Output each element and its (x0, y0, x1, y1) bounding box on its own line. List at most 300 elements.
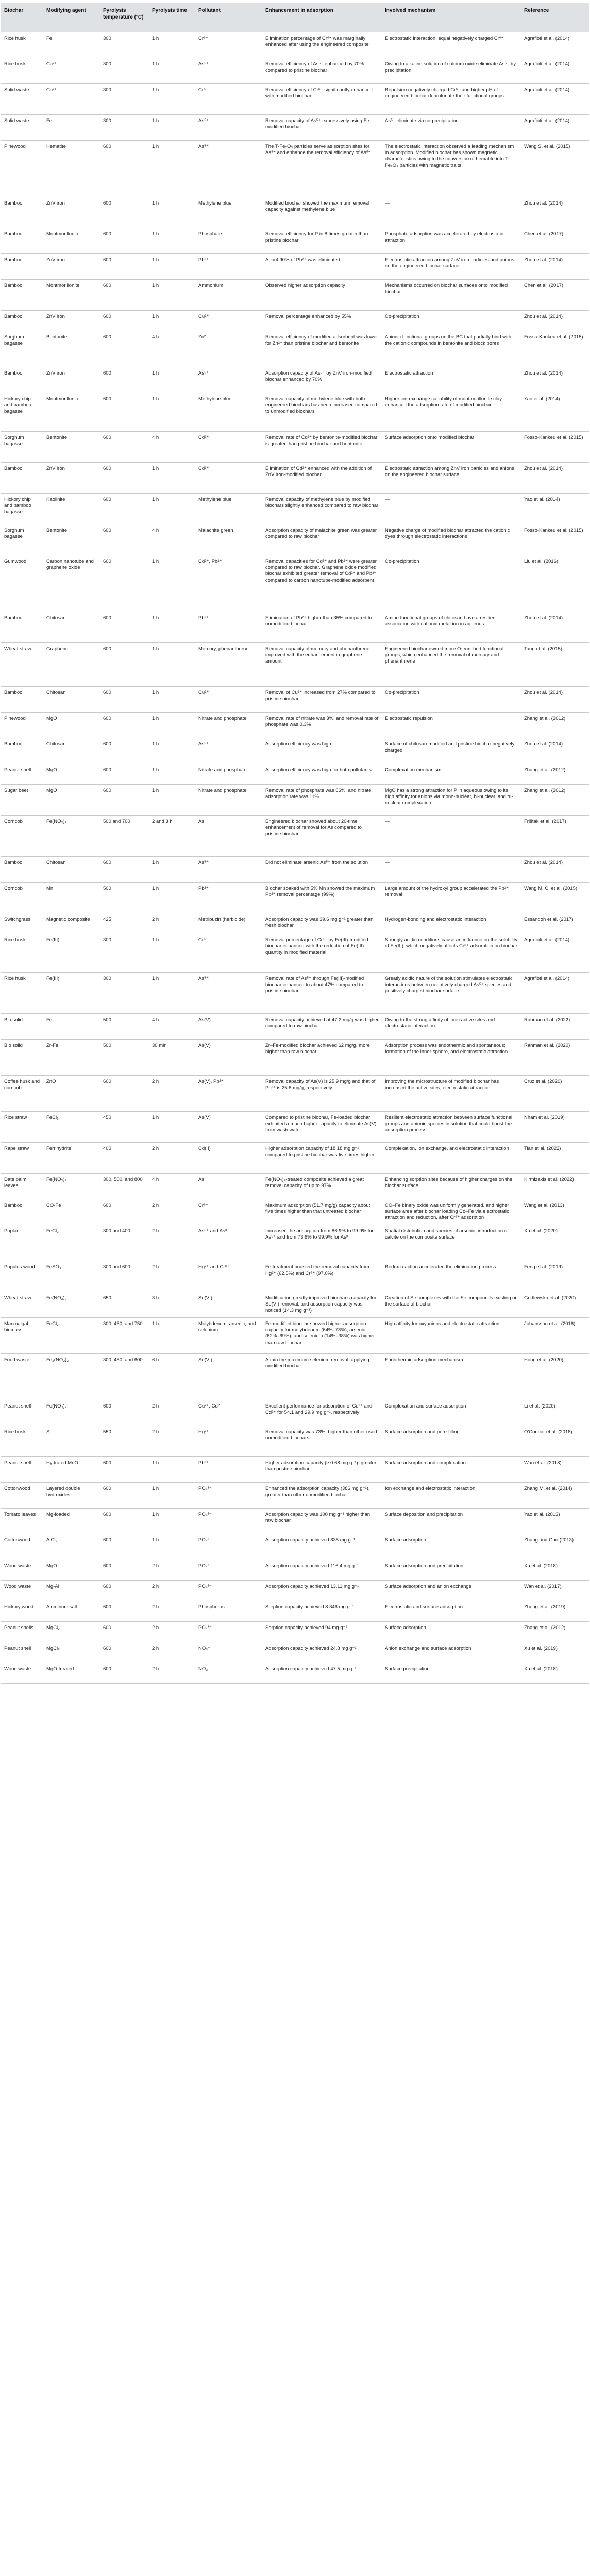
table-header (1, 3, 589, 32)
cell-modifying-agent: ZnV iron (43, 197, 100, 228)
cell-pyrolysis-time: 30 min (149, 1039, 195, 1075)
cell-pyrolysis-time: 1 h (149, 83, 195, 114)
cell-biochar: Peanut shell (1, 1642, 43, 1663)
cell-pollutant: Metribuzin (herbicide) (195, 913, 262, 934)
cell-biochar: Hickory chip and bamboo bagasse (1, 393, 43, 431)
cell-mechanism: Surface adsorption and precipitation (382, 1560, 521, 1580)
cell-reference: Agrafioti et al. (2014) (521, 972, 589, 1013)
cell-pollutant: Cr⁶⁺ (195, 83, 262, 114)
cell-mechanism: Electrostatic attraction among ZnV iron particles and anions on the engineered biochar surface (382, 462, 521, 493)
cell-modifying-agent: Kaolinite (43, 493, 100, 524)
cell-pyrolysis-time: 2 h (149, 1225, 195, 1261)
cell-modifying-agent: Ca²⁺ (43, 83, 100, 114)
cell-biochar: Bamboo (1, 367, 43, 393)
cell-pollutant: As⁵⁺ (195, 972, 262, 1013)
cell-pyrolysis-time: 2 h (149, 1560, 195, 1580)
cell-reference: Johansson et al. (2016) (521, 1317, 589, 1353)
cell-modifying-agent: Fe(NO₃)₃ (43, 815, 100, 856)
table-row (1, 1292, 589, 1317)
cell-enhancement: Adsorption efficiency was high for both pollutants (262, 764, 382, 784)
cell-enhancement: Removal of Cu²⁺ increased from 27% compared to pristine biochar (262, 686, 382, 712)
cell-pyrolysis-time: 1 h (149, 612, 195, 642)
cell-reference: Agrafioti et al. (2014) (521, 83, 589, 114)
table-row (1, 815, 589, 856)
cell-enhancement: Removal capacity achieved at 47.2 mg/g was higher compared to raw biochar (262, 1013, 382, 1039)
cell-pollutant: PO₄³⁻ (195, 1621, 262, 1642)
cell-biochar: Bamboo (1, 462, 43, 493)
cell-pyrolysis-temperature: 600 (100, 712, 149, 738)
cell-reference: Zhang et al. (2012) (521, 764, 589, 784)
cell-mechanism: Greatly acidic nature of the solution stimulates electrostatic interactions between negatively charged As⁵⁺ species and positively charged biochar surface (382, 972, 521, 1013)
cell-enhancement: Adsorption capacity achieved 24.8 mg g⁻¹ (262, 1642, 382, 1663)
cell-pyrolysis-time: 1 h (149, 493, 195, 524)
cell-pyrolysis-time: 1 h (149, 310, 195, 331)
cell-modifying-agent: ZnO (43, 1075, 100, 1111)
cell-pyrolysis-temperature: 600 (100, 431, 149, 462)
cell-enhancement: Removal capacities for Cd²⁺ and Pb²⁺ were greater compared to raw biochar. Graphene oxide modified biochar exhibited greater removal of Cd²⁺ and Pb²⁺ compared to carbon nanotube-modified adsorbent (262, 555, 382, 612)
cell-pyrolysis-time: 1 h (149, 58, 195, 83)
cell-enhancement: Attain the maximum selenium removal, applying modified biochar (262, 1353, 382, 1400)
cell-pyrolysis-temperature: 600 (100, 784, 149, 815)
cell-modifying-agent: ZnV iron (43, 462, 100, 493)
cell-biochar: Rice husk (1, 32, 43, 58)
cell-modifying-agent: Fe (43, 32, 100, 58)
cell-enhancement: Modified biochar showed the maximum removal capacity against methylene blue (262, 197, 382, 228)
cell-pyrolysis-temperature: 300 (100, 58, 149, 83)
cell-modifying-agent: Bentonite (43, 331, 100, 367)
cell-biochar: Date palm leaves (1, 1173, 43, 1199)
cell-modifying-agent: Fe₂(NO₃)₃ (43, 1353, 100, 1400)
cell-biochar: Wheat straw (1, 1292, 43, 1317)
table-row (1, 1225, 589, 1261)
header-col-modifying-agent: Modifying agent (43, 3, 100, 32)
cell-pyrolysis-temperature: 600 (100, 612, 149, 642)
cell-reference: Zhou et al. (2014) (521, 612, 589, 642)
cell-pyrolysis-temperature: 400 (100, 1142, 149, 1173)
cell-enhancement: Removal capacity of mercury and phenanthrene improved with the enhancement in graphene amount (262, 642, 382, 686)
cell-enhancement: Adsorption capacity was 100 mg g⁻¹ higher than raw biochar (262, 1508, 382, 1534)
cell-biochar: Corncob (1, 815, 43, 856)
cell-reference: Kirmizakis et al. (2022) (521, 1173, 589, 1199)
cell-reference: Chen et al. (2017) (521, 228, 589, 253)
cell-pollutant: PO₄³⁻ (195, 1534, 262, 1560)
cell-modifying-agent: S (43, 1426, 100, 1456)
cell-enhancement: Removal capacity of As⁵⁺ expressively using Fe-modified biochar (262, 114, 382, 140)
table-row (1, 972, 589, 1013)
table-row (1, 279, 589, 310)
cell-pyrolysis-time: 4 h (149, 524, 195, 555)
cell-pollutant: Cr⁶⁺ (195, 1199, 262, 1225)
cell-pyrolysis-temperature: 600 (100, 642, 149, 686)
cell-pyrolysis-time: 1 h (149, 32, 195, 58)
header-col-pollutant: Pollutant (195, 3, 262, 32)
cell-pollutant: Molybdenum, arsenic, and selenium (195, 1317, 262, 1353)
cell-pyrolysis-time: 4 h (149, 431, 195, 462)
cell-enhancement: Elimination of Cd²⁺ enhanced with the addition of ZnV iron-modified biochar (262, 462, 382, 493)
cell-pyrolysis-time: 2 h (149, 1199, 195, 1225)
cell-pyrolysis-time: 1 h (149, 1317, 195, 1353)
cell-reference: Zhou et al. (2014) (521, 197, 589, 228)
cell-modifying-agent: MgO (43, 784, 100, 815)
cell-pyrolysis-temperature: 600 (100, 1580, 149, 1601)
cell-modifying-agent: Montmorillonite (43, 279, 100, 310)
cell-mechanism: Phosphate adsorption was accelerated by electrostatic attraction (382, 228, 521, 253)
cell-pyrolysis-temperature: 300 (100, 83, 149, 114)
cell-pyrolysis-temperature: 600 (100, 197, 149, 228)
cell-pollutant: Cr⁶⁺ (195, 934, 262, 972)
cell-enhancement: Removal capacity of methylene blue by modified biochars slightly enhanced compared to raw biochar (262, 493, 382, 524)
cell-pyrolysis-time: 1 h (149, 882, 195, 913)
cell-mechanism: Surface adsorption and pore-filling (382, 1426, 521, 1456)
cell-pyrolysis-temperature: 600 (100, 1400, 149, 1426)
cell-biochar: Gumwood (1, 555, 43, 612)
table-row (1, 228, 589, 253)
cell-pyrolysis-time: 2 h (149, 1400, 195, 1426)
cell-reference: Zhang et al. (2012) (521, 712, 589, 738)
cell-mechanism: Redox reaction accelerated the elimination process (382, 1261, 521, 1292)
table-row (1, 1580, 589, 1601)
cell-enhancement: Removal percentage enhanced by 55% (262, 310, 382, 331)
cell-pollutant: As⁵⁺ (195, 58, 262, 83)
cell-biochar: Peanut shells (1, 1621, 43, 1642)
cell-pollutant: Ammonium (195, 279, 262, 310)
cell-biochar: Bamboo (1, 279, 43, 310)
cell-pyrolysis-temperature: 600 (100, 764, 149, 784)
table-row (1, 882, 589, 913)
cell-biochar: Populus wood (1, 1261, 43, 1292)
cell-pollutant: Phosphorus (195, 1601, 262, 1621)
cell-reference: Wan et al. (2018) (521, 1456, 589, 1482)
cell-biochar: Peanut shell (1, 1456, 43, 1482)
cell-modifying-agent: Carbon nanotube and graphene oxide (43, 555, 100, 612)
cell-pollutant: As(V) (195, 1013, 262, 1039)
table-row (1, 431, 589, 462)
table-row (1, 1400, 589, 1426)
cell-mechanism: Large amount of the hydroxyl group accelerated the Pb²⁺ removal (382, 882, 521, 913)
cell-pyrolysis-time: 2 and 3 h (149, 815, 195, 856)
cell-pollutant: As (195, 1173, 262, 1199)
cell-enhancement: Adsorption capacity achieved 13.11 mg g⁻¹ (262, 1580, 382, 1601)
cell-pollutant: Mercury, phenanthrene (195, 642, 262, 686)
cell-enhancement: Excellent performance for adsorption of Cu²⁺ and Cd²⁺ for 54.1 and 29.9 mg g⁻¹, respectively (262, 1400, 382, 1426)
table-row (1, 1621, 589, 1642)
cell-enhancement: Modification greatly improved biochar's capacity for Se(VI) removal, and adsorption capacity was noticed (14.3 mg g⁻¹) (262, 1292, 382, 1317)
cell-biochar: Bamboo (1, 612, 43, 642)
cell-biochar: Bamboo (1, 197, 43, 228)
cell-pyrolysis-temperature: 550 (100, 1426, 149, 1456)
cell-mechanism: Surface deposition and precipitation (382, 1508, 521, 1534)
cell-mechanism: Electrostatic and surface adsorption (382, 1601, 521, 1621)
cell-pollutant: Cd²⁺, Pb²⁺ (195, 555, 262, 612)
cell-enhancement: Sorption capacity achieved 94 mg g⁻¹ (262, 1621, 382, 1642)
cell-modifying-agent: MgO (43, 712, 100, 738)
cell-modifying-agent: FeCl₃ (43, 1225, 100, 1261)
cell-pollutant: Nitrate and phosphate (195, 764, 262, 784)
cell-pollutant: PO₄³⁻ (195, 1508, 262, 1534)
cell-reference: Fosso-Kankeu et al. (2015) (521, 431, 589, 462)
cell-pyrolysis-temperature: 450 (100, 1111, 149, 1142)
cell-pollutant: Cd²⁺ (195, 431, 262, 462)
cell-pollutant: Cd(II) (195, 1142, 262, 1173)
table-row (1, 83, 589, 114)
cell-biochar: Wheat straw (1, 642, 43, 686)
cell-modifying-agent: Mn (43, 882, 100, 913)
cell-pyrolysis-time: 2 h (149, 1426, 195, 1456)
header-col-mechanism: Involved mechanism (382, 3, 521, 32)
cell-reference: Zhou et al. (2014) (521, 686, 589, 712)
cell-pollutant: As⁵⁺ (195, 114, 262, 140)
cell-pyrolysis-temperature: 600 (100, 856, 149, 882)
cell-reference: Cruz et al. (2020) (521, 1075, 589, 1111)
cell-pyrolysis-time: 2 h (149, 1075, 195, 1111)
cell-pyrolysis-temperature: 600 (100, 1663, 149, 1683)
cell-enhancement: Adsorption efficiency was high (262, 738, 382, 764)
cell-mechanism: Strongly acidic conditions cause an influence on the solubility of Fe(III), which negatively affects Cr⁶⁺ adsorption on biochar (382, 934, 521, 972)
cell-pollutant: Malachite green (195, 524, 262, 555)
cell-pollutant: Hg²⁺ (195, 1426, 262, 1456)
cell-reference: Nham et al. (2019) (521, 1111, 589, 1142)
cell-mechanism: Negative charge of modified biochar attracted the cationic dyes through electrostatic interactions (382, 524, 521, 555)
cell-pollutant: Cu²⁺ (195, 310, 262, 331)
cell-pyrolysis-temperature: 300 (100, 934, 149, 972)
cell-enhancement: Enhanced the adsorption capacity (386 mg g⁻¹), greater than other unmodified biochar (262, 1482, 382, 1508)
cell-modifying-agent: Fe(III) (43, 972, 100, 1013)
cell-modifying-agent: ZnV iron (43, 367, 100, 393)
cell-reference: Wang M. C. et al. (2015) (521, 882, 589, 913)
table-row (1, 1560, 589, 1580)
cell-pyrolysis-temperature: 600 (100, 253, 149, 279)
cell-pollutant: Se(VI) (195, 1292, 262, 1317)
cell-mechanism: Co-precipitation (382, 310, 521, 331)
cell-pyrolysis-time: 1 h (149, 140, 195, 197)
cell-pollutant: Se(VI) (195, 1353, 262, 1400)
cell-pollutant: Pb²⁺ (195, 253, 262, 279)
table-row (1, 1261, 589, 1292)
cell-reference: Tang et al. (2015) (521, 642, 589, 686)
cell-reference: Wang et al. (2013) (521, 1199, 589, 1225)
cell-mechanism: Complexation mechanism (382, 764, 521, 784)
cell-modifying-agent: FeSO₄ (43, 1261, 100, 1292)
cell-pyrolysis-temperature: 600 (100, 1621, 149, 1642)
cell-pyrolysis-temperature: 300, 500, and 800 (100, 1173, 149, 1199)
cell-reference: Li et al. (2020) (521, 1400, 589, 1426)
cell-enhancement: Biochar soaked with 5% Mn showed the maximum Pb²⁺ removal percentage (99%) (262, 882, 382, 913)
cell-mechanism: CO–Fe binary oxide was uniformly generated, and higher surface area after biochar loading Co–Fe via electrostatic attraction and reduction, after Cr⁶⁺ adsorption (382, 1199, 521, 1225)
cell-pyrolysis-time: 2 h (149, 1142, 195, 1173)
cell-pyrolysis-temperature: 600 (100, 1199, 149, 1225)
cell-mechanism: Complexation, ion exchange, and electrostatic interaction (382, 1142, 521, 1173)
cell-pollutant: Methylene blue (195, 197, 262, 228)
cell-reference: Agrafioti et al. (2014) (521, 58, 589, 83)
cell-mechanism: Ion exchange and electrostatic interaction (382, 1482, 521, 1508)
cell-pyrolysis-time: 2 h (149, 1261, 195, 1292)
cell-modifying-agent: Fe (43, 114, 100, 140)
cell-biochar: Bamboo (1, 738, 43, 764)
cell-pyrolysis-temperature: 300 and 400 (100, 1225, 149, 1261)
cell-pyrolysis-temperature: 300 (100, 972, 149, 1013)
cell-modifying-agent: MgCl₂ (43, 1621, 100, 1642)
cell-mechanism: Higher ion-exchange capability of montmorillonite clay enhanced the adsorption rate of modified biochar (382, 393, 521, 431)
cell-enhancement: Adsorption capacity was 39.6 mg g⁻¹ greater than fresh biochar (262, 913, 382, 934)
cell-pyrolysis-time: 2 h (149, 1663, 195, 1683)
cell-pollutant: Phosphate (195, 228, 262, 253)
table-row (1, 1456, 589, 1482)
table-row (1, 738, 589, 764)
cell-biochar: Sorghum bagasse (1, 431, 43, 462)
cell-mechanism: Anionic functional groups on the BC that partially bind with the cationic compounds in bentonite and block pores (382, 331, 521, 367)
cell-pyrolysis-temperature: 600 (100, 310, 149, 331)
cell-biochar: Sugar beet (1, 784, 43, 815)
cell-biochar: Bamboo (1, 1199, 43, 1225)
cell-pollutant: As(V), Pb²⁺ (195, 1075, 262, 1111)
cell-pyrolysis-time: 1 h (149, 114, 195, 140)
cell-mechanism: Amine functional groups of chitosan have a resilient association with cationic metal ion in aqueous (382, 612, 521, 642)
cell-mechanism: Electrostatic repulsion (382, 712, 521, 738)
cell-pyrolysis-time: 1 h (149, 253, 195, 279)
cell-enhancement: About 90% of Pb²⁺ was eliminated (262, 253, 382, 279)
cell-modifying-agent: Layered double hydroxides (43, 1482, 100, 1508)
cell-reference: Yao et al. (2013) (521, 1508, 589, 1534)
cell-reference: Xu et al. (2018) (521, 1663, 589, 1683)
cell-mechanism: Surface adsorption and anion exchange (382, 1580, 521, 1601)
cell-enhancement: Adsorption capacity achieved 47.5 mg g⁻¹ (262, 1663, 382, 1683)
cell-reference: Feng et al. (2019) (521, 1261, 589, 1292)
cell-biochar: Sorghum bagasse (1, 524, 43, 555)
cell-modifying-agent: Bentonite (43, 431, 100, 462)
cell-pyrolysis-temperature: 600 (100, 686, 149, 712)
table-row (1, 310, 589, 331)
cell-reference: O'Connor et al. (2018) (521, 1426, 589, 1456)
cell-reference: Zhou et al. (2014) (521, 253, 589, 279)
cell-pyrolysis-time: 1 h (149, 712, 195, 738)
cell-mechanism: Surface of chitosan-modified and pristine biochar negatively charged (382, 738, 521, 764)
header-row (1, 3, 589, 32)
cell-mechanism: Surface adsorption onto modified biochar (382, 431, 521, 462)
cell-pyrolysis-temperature: 600 (100, 462, 149, 493)
cell-biochar: Rice husk (1, 58, 43, 83)
cell-enhancement: Removal rate of As⁵⁺ through Fe(III)-modified biochar enhanced to about 47% compared to pristine biochar (262, 972, 382, 1013)
cell-biochar: Cottonwood (1, 1482, 43, 1508)
cell-mechanism: The electrostatic interaction observed a leading mechanism in adsorption. Modified biochar has shown magnetic characteristics owing to the conversion of hematite into T-Fe₂O₃ particles with magnetic traits (382, 140, 521, 197)
cell-pollutant: Nitrate and phosphate (195, 712, 262, 738)
cell-reference: Zhang et al. (2012) (521, 1621, 589, 1642)
cell-pyrolysis-time: 1 h (149, 784, 195, 815)
cell-enhancement: Higher adsorption capacity of 18.18 mg g⁻¹ compared to pristine biochar was five times higher (262, 1142, 382, 1173)
table-row (1, 1111, 589, 1142)
cell-pollutant: Nitrate and phosphate (195, 784, 262, 815)
header-col-enhancement: Enhancement in adsorption (262, 3, 382, 32)
cell-pyrolysis-time: 2 h (149, 1580, 195, 1601)
cell-modifying-agent: Chitosan (43, 856, 100, 882)
table-row (1, 32, 589, 58)
cell-enhancement: Did not eliminate arsenic As⁵⁺ from the solution (262, 856, 382, 882)
table-row (1, 686, 589, 712)
cell-reference: Agrafioti et al. (2014) (521, 32, 589, 58)
table-row (1, 1173, 589, 1199)
cell-enhancement: Elimination percentage of Cr⁶⁺ was marginally enhanced after using the engineered composite (262, 32, 382, 58)
cell-enhancement: The T-Fe₂O₃ particles serve as sorption sites for As⁵⁺ and enhance the removal efficiency of As⁵⁺ (262, 140, 382, 197)
cell-modifying-agent: Chitosan (43, 738, 100, 764)
cell-enhancement: Fe-modified biochar showed higher adsorption capacity for molybdenum (64%–78%), arsenic (62%–69%), and selenium (14%–38%) was higher than raw biochar (262, 1317, 382, 1353)
cell-enhancement: Removal rate of Cd²⁺ by bentonite-modified biochar is greater than pristine biochar and bentonite (262, 431, 382, 462)
cell-reference: Yao et al. (2014) (521, 393, 589, 431)
cell-pollutant: Cu²⁺, Cd²⁺ (195, 1400, 262, 1426)
cell-enhancement: Increased the adsorption from 86.9% to 99.9% for As⁵⁺ and from 73.8% to 99.9% for As³⁺ (262, 1225, 382, 1261)
cell-modifying-agent: Hematite (43, 140, 100, 197)
cell-reference: Wang S. et al. (2015) (521, 140, 589, 197)
cell-pyrolysis-time: 6 h (149, 1353, 195, 1400)
cell-modifying-agent: AlCl₃ (43, 1534, 100, 1560)
cell-modifying-agent: Chitosan (43, 612, 100, 642)
cell-modifying-agent: MgO (43, 764, 100, 784)
cell-pyrolysis-temperature: 650 (100, 1292, 149, 1317)
table-row (1, 1353, 589, 1400)
cell-pyrolysis-time: 1 h (149, 1534, 195, 1560)
cell-biochar: Poplar (1, 1225, 43, 1261)
cell-mechanism: — (382, 856, 521, 882)
cell-pollutant: As⁵⁺ (195, 367, 262, 393)
cell-modifying-agent: ZnV iron (43, 253, 100, 279)
cell-pyrolysis-temperature: 425 (100, 913, 149, 934)
cell-reference: Godlewska et al. (2020) (521, 1292, 589, 1317)
cell-pyrolysis-time: 2 h (149, 913, 195, 934)
cell-biochar: Rice husk (1, 934, 43, 972)
cell-enhancement: Removal capacity of As(V) is 25.9 mg/g and that of Pb²⁺ is 25.8 mg/g, respectively (262, 1075, 382, 1111)
cell-pollutant: Cr⁶⁺ (195, 32, 262, 58)
cell-pyrolysis-time: 1 h (149, 197, 195, 228)
cell-biochar: Tomato leaves (1, 1508, 43, 1534)
cell-pyrolysis-temperature: 600 (100, 1075, 149, 1111)
cell-enhancement: Removal rate of nitrate was 3%, and removal rate of phosphate was 0.3% (262, 712, 382, 738)
cell-pyrolysis-temperature: 300 (100, 114, 149, 140)
cell-biochar: Hickory chip and bamboo bagasse (1, 493, 43, 524)
cell-mechanism: Enhancing sorption sites because of higher charges on the biochar surface (382, 1173, 521, 1199)
cell-pollutant: Hg²⁺ and Cr⁶⁺ (195, 1261, 262, 1292)
cell-modifying-agent: Fe (43, 1013, 100, 1039)
cell-modifying-agent: CO-Fe (43, 1199, 100, 1225)
table-row (1, 1142, 589, 1173)
cell-pyrolysis-time: 4 h (149, 331, 195, 367)
table-row (1, 712, 589, 738)
cell-pyrolysis-time: 1 h (149, 393, 195, 431)
cell-enhancement: Observed higher adsorption capacity (262, 279, 382, 310)
cell-mechanism: As⁵⁺ eliminate via co-precipitation (382, 114, 521, 140)
table-row (1, 784, 589, 815)
cell-pyrolysis-temperature: 600 (100, 1642, 149, 1663)
cell-pyrolysis-temperature: 500 (100, 1039, 149, 1075)
cell-biochar: Bamboo (1, 310, 43, 331)
cell-reference: Liu et al. (2016) (521, 555, 589, 612)
cell-modifying-agent: Fe(NO₃)₃ (43, 1292, 100, 1317)
cell-pollutant: Pb²⁺ (195, 1456, 262, 1482)
table-row (1, 934, 589, 972)
cell-pyrolysis-time: 1 h (149, 1456, 195, 1482)
cell-pyrolysis-temperature: 300 (100, 32, 149, 58)
cell-enhancement: Maximum adsorption (51.7 mg/g) capacity about five times higher than that untreated biochar (262, 1199, 382, 1225)
cell-pollutant: As (195, 815, 262, 856)
table-row (1, 1663, 589, 1683)
cell-biochar: Rice husk (1, 1426, 43, 1456)
cell-reference: Xu et al. (2018) (521, 1560, 589, 1580)
cell-modifying-agent: FeCl₃ (43, 1111, 100, 1142)
table-row (1, 856, 589, 882)
cell-enhancement: Compared to pristine biochar, Fe-loaded biochar exhibited a much higher capacity to eliminate As(V) from wastewater (262, 1111, 382, 1142)
header-col-pyrolysis-temperature: Pyrolysis temperature (°C) (100, 3, 149, 32)
cell-biochar: Pinewood (1, 712, 43, 738)
table-row (1, 1601, 589, 1621)
cell-biochar: Solid waste (1, 114, 43, 140)
cell-enhancement: Removal capacity was 73%, higher than other used unmodified biochars (262, 1426, 382, 1456)
